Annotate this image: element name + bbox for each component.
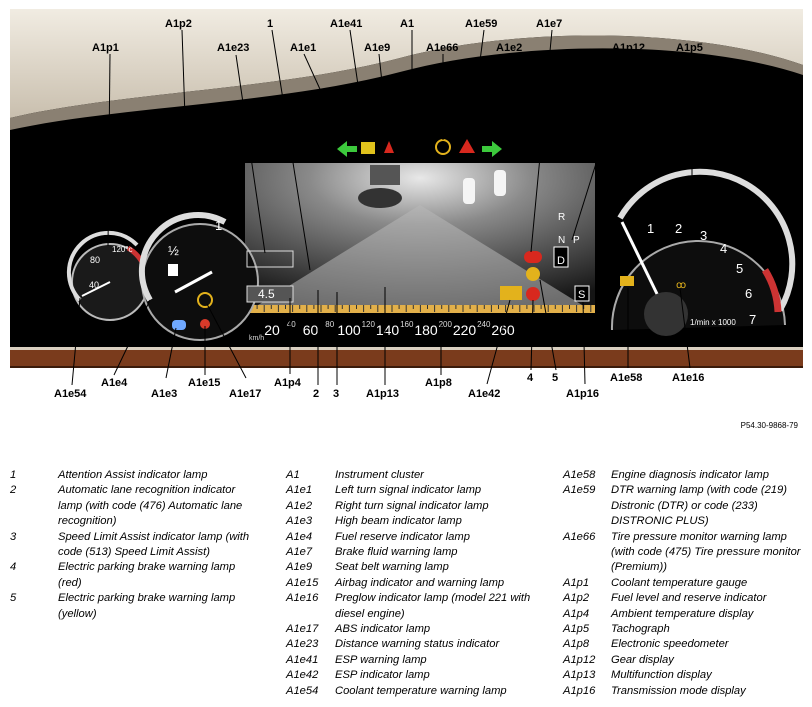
speed-minor-label: 160: [400, 320, 414, 329]
legend-key: A1e7: [286, 546, 313, 559]
legend-key: A1e41: [286, 653, 319, 666]
preglow-icon: ꝏ: [676, 280, 687, 291]
speed-tick-label: 260: [491, 322, 515, 338]
legend-description: Fuel level and reserve indicator: [611, 592, 767, 605]
legend-key: A1e2: [286, 499, 313, 512]
legend-item: [563, 653, 809, 668]
legend-description: DTR warning lamp (with code (219) Distronic (DTR) or code (233) DISTRONIC PLUS): [611, 484, 787, 528]
legend-description: Seat belt warning lamp: [335, 561, 449, 574]
legend-key: A1e23: [286, 638, 319, 651]
legend-item: [286, 545, 562, 560]
legend-key: 5: [10, 592, 17, 605]
legend-item: [10, 468, 250, 483]
legend-key: A1e4: [286, 530, 313, 543]
ambient-temperature-value: 4.5: [258, 287, 275, 301]
callout-A1e1: A1e1: [290, 42, 317, 54]
legend-key: A1: [286, 469, 300, 481]
legend-item: [563, 591, 809, 606]
engine-diagnosis-icon: [620, 276, 634, 286]
speed-tick-label: 220: [452, 322, 477, 338]
legend-key: A1p12: [563, 653, 596, 666]
legend-description: Electric parking brake warning lamp (yellow): [58, 592, 236, 620]
callout-A1e17: A1e17: [229, 388, 262, 400]
legend-description: Multifunction display: [611, 669, 712, 682]
legend-item: [563, 483, 809, 529]
legend-key: A1p2: [563, 592, 590, 605]
legend-column-3: [563, 468, 809, 699]
callout-A1p12: A1p12: [612, 42, 646, 54]
legend-key: A1e66: [563, 530, 596, 543]
callout-1: 1: [267, 18, 274, 30]
callout-A1e3: A1e3: [151, 388, 178, 400]
pedestrian-figure: [494, 170, 506, 196]
legend-description: Electric parking brake warning lamp (red): [58, 561, 236, 589]
callout-A1e54: A1e54: [54, 388, 87, 400]
legend-key: A1e59: [563, 484, 596, 497]
coolant-tick-80: 80: [90, 255, 101, 265]
esp-off-icon: [500, 286, 522, 300]
callout-A1e58: A1e58: [610, 372, 643, 384]
legend-item: [563, 530, 809, 576]
tacho-tick-4: 4: [720, 241, 728, 256]
legend-description: Automatic lane recognition indicator lamp (with code (476) Automatic lane recognition): [58, 484, 243, 528]
speed-minor-label: 40: [286, 320, 296, 329]
legend-description: ESP warning lamp: [335, 653, 427, 666]
legend-key: A1e15: [286, 576, 319, 589]
legend-item: [10, 591, 250, 622]
esp-warning-icon: [361, 142, 375, 154]
legend-item: [286, 483, 562, 498]
legend-description: Attention Assist indicator lamp: [58, 469, 208, 481]
speed-tick-label: 180: [414, 322, 438, 338]
legend-item: [286, 514, 562, 529]
callout-A1p1: A1p1: [92, 42, 119, 54]
coolant-tick-40: 40: [89, 280, 100, 290]
legend-description: Tachograph: [611, 623, 670, 636]
callout-A1e59: A1e59: [465, 18, 498, 30]
legend-key: A1e3: [286, 515, 313, 528]
legend-item: [286, 530, 562, 545]
legend-description: Engine diagnosis indicator lamp: [611, 469, 769, 481]
tacho-tick-3: 3: [700, 228, 708, 243]
legend-item: [286, 684, 562, 699]
speed-tick-label: 20: [264, 322, 280, 338]
fuel-pump-icon: [168, 264, 178, 276]
legend-description: Instrument cluster: [335, 469, 424, 481]
callout-A1p13: A1p13: [366, 388, 400, 400]
legend-column-2: [286, 468, 562, 699]
callout-A1e42: A1e42: [468, 388, 501, 400]
legend-description: Distance warning status indicator: [335, 638, 500, 651]
legend-item: [286, 668, 562, 683]
legend-key: A1e54: [286, 684, 319, 697]
legend-item: [563, 468, 809, 483]
legend-description: Tire pressure monitor warning lamp (with code (475) Tire pressure monitor (Premium)): [611, 530, 801, 574]
tacho-tick-6: 6: [745, 286, 753, 301]
legend-item: [10, 560, 250, 591]
gear-p: P: [573, 235, 580, 246]
tacho-tick-7: 7: [749, 312, 757, 327]
legend-key: 4: [10, 561, 17, 574]
gear-d: D: [557, 255, 565, 267]
legend-item: [286, 591, 562, 622]
callout-A1e15: A1e15: [188, 377, 221, 389]
callout-A1p8: A1p8: [425, 377, 452, 389]
legend-description: Preglow indicator lamp (model 221 with diesel engine): [335, 592, 531, 620]
figure-credit: P54.30-9868-79: [740, 421, 798, 430]
callout-2: 2: [313, 388, 320, 400]
legend-item: [10, 530, 250, 561]
legend-key: A1e9: [286, 561, 313, 574]
callout-A1e2: A1e2: [496, 42, 523, 54]
pedestrian-figure: [463, 178, 475, 204]
fuel-tick-half: ½: [168, 243, 179, 258]
legend-item: [286, 637, 562, 652]
callout-A1p5: A1p5: [676, 42, 703, 54]
legend-item: [286, 622, 562, 637]
legend-key: A1e1: [286, 484, 313, 497]
callout-A1e41: A1e41: [330, 18, 363, 30]
brake-fluid-icon: [524, 251, 542, 263]
callout-A1e7: A1e7: [536, 18, 563, 30]
legend-description: Fuel reserve indicator lamp: [335, 530, 470, 543]
wood-trim: [10, 349, 803, 366]
legend-key: 3: [10, 530, 17, 543]
parking-brake-yellow-icon: [526, 267, 540, 281]
legend-key: A1p5: [563, 623, 590, 636]
legend-key: A1p13: [563, 669, 596, 682]
speed-minor-label: 200: [438, 320, 452, 329]
speed-minor-label: 120: [361, 320, 375, 329]
tacho-unit: 1/min x 1000: [690, 318, 736, 327]
gear-r: R: [558, 212, 566, 223]
legend-description: ESP indicator lamp: [335, 669, 430, 682]
gear-n: N: [558, 235, 566, 246]
coolant-tick-120: 120°c: [112, 245, 133, 254]
legend-key: A1p4: [563, 607, 590, 620]
speed-tick-label: 60: [302, 322, 319, 338]
legend-description: Electronic speedometer: [611, 638, 729, 651]
callout-A1e23: A1e23: [217, 42, 250, 54]
legend-description: Ambient temperature display: [611, 607, 754, 620]
legend-item: [286, 576, 562, 591]
callout-5: 5: [552, 372, 559, 384]
legend-key: A1e16: [286, 592, 319, 605]
legend-description: Coolant temperature gauge: [611, 576, 748, 589]
legend-description: Coolant temperature warning lamp: [335, 684, 507, 697]
legend-key: 1: [10, 469, 17, 481]
legend-key: A1e58: [563, 469, 596, 481]
callout-A1: A1: [400, 18, 415, 30]
legend-key: A1p16: [563, 684, 596, 697]
legend-key: A1e42: [286, 669, 319, 682]
callout-3: 3: [333, 388, 340, 400]
callout-A1e66: A1e66: [426, 42, 459, 54]
tacho-tick-1: 1: [647, 221, 655, 236]
speed-tick-label: 140: [375, 322, 400, 338]
legend-description: ABS indicator lamp: [335, 623, 431, 636]
fuel-tick-full: 1: [215, 218, 223, 233]
callout-A1p2: A1p2: [165, 18, 192, 30]
callout-A1p16: A1p16: [566, 388, 600, 400]
legend-description: High beam indicator lamp: [335, 515, 462, 528]
parking-brake-red-icon: [526, 287, 540, 301]
tacho-tick-2: 2: [675, 221, 683, 236]
callout-A1p4: A1p4: [274, 377, 301, 389]
legend-description: Airbag indicator and warning lamp: [335, 576, 505, 589]
legend-item: [286, 468, 562, 483]
legend-key: A1e17: [286, 623, 319, 636]
callout-4: 4: [527, 372, 534, 384]
legend-description: Right turn signal indicator lamp: [335, 499, 489, 512]
legend-item: [563, 684, 809, 699]
transmission-mode-value: S: [578, 289, 586, 301]
legend-item: [10, 483, 250, 529]
legend-key: A1p1: [563, 576, 590, 589]
speed-minor-label: 240: [477, 320, 491, 329]
tacho-tick-5: 5: [736, 261, 744, 276]
legend-item: [286, 653, 562, 668]
legend-description: Brake fluid warning lamp: [335, 546, 458, 559]
legend-key: A1p8: [563, 638, 590, 651]
legend-description: Transmission mode display: [611, 684, 746, 697]
legend-description: Speed Limit Assist indicator lamp (with code (513) Speed Limit Assist): [58, 530, 250, 559]
legend-key: 2: [10, 484, 17, 497]
speed-tick-label: 100: [337, 322, 361, 338]
legend-item: [563, 668, 809, 683]
legend-item: [563, 576, 809, 591]
legend-item: [286, 499, 562, 514]
callout-A1e4: A1e4: [101, 377, 128, 389]
legend-description: Gear display: [611, 653, 674, 666]
callout-A1e16: A1e16: [672, 372, 705, 384]
callout-A1e9: A1e9: [364, 42, 391, 54]
legend-item: [563, 607, 809, 622]
legend-column-1: [10, 468, 250, 622]
legend-description: Left turn signal indicator lamp: [335, 484, 482, 497]
speed-minor-label: 80: [325, 320, 335, 329]
legend-item: [563, 622, 809, 637]
legend-item: [286, 560, 562, 575]
speed-unit: km/h: [249, 335, 265, 342]
high-beam-lamp-icon: [172, 320, 186, 330]
legend-item: [563, 637, 809, 652]
